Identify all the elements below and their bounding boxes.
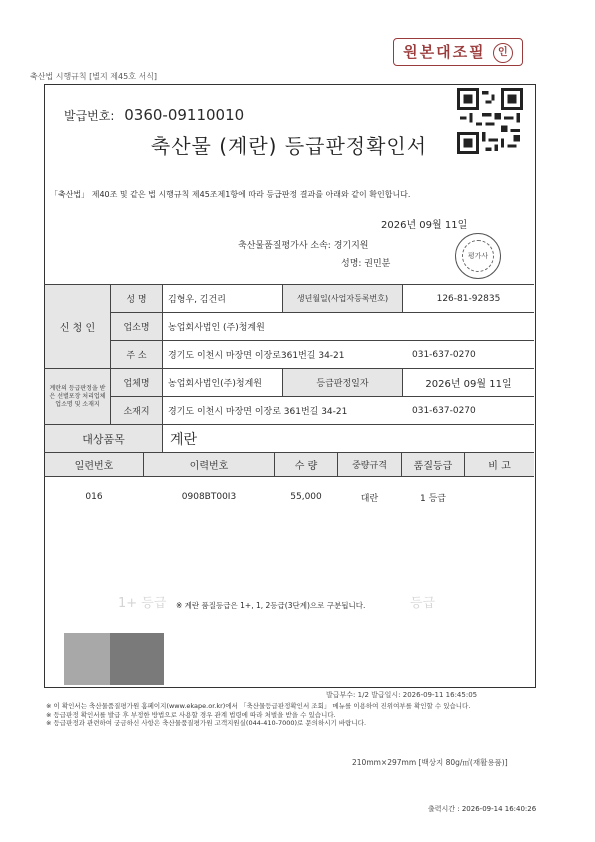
location-label: 소재지 — [111, 397, 162, 424]
notes — [46, 702, 536, 728]
col-header-size: 중량규격 — [338, 453, 401, 476]
regno-value: 126-81-92835 — [436, 293, 501, 304]
biz-label: 업소명 — [111, 313, 162, 340]
security-pattern — [110, 633, 164, 685]
grading-date-label: 등급판정일자 — [283, 369, 402, 396]
col-header-qty: 수 량 — [275, 453, 337, 476]
applicant-section-label: 신 청 인 — [45, 285, 110, 368]
item-value: 계란 — [170, 431, 198, 448]
grade-footnote: ※ 계란 품질등급은 1+, 1, 2등급(3단계)으로 구분됩니다. — [176, 601, 366, 610]
facility-biz-value: 농업회사법인(주)청계원 — [168, 379, 262, 389]
evaluator-affiliation: 축산물품질평가사 소속: 경기지원 — [238, 241, 369, 251]
evaluator-seal-text: 평가사 — [462, 240, 494, 272]
stamp-text: 원본대조필 — [403, 43, 486, 61]
form-reference: 축산법 시행규칙 [별지 제45호 서식] — [30, 72, 158, 81]
name-value: 김형우, 김건리 — [168, 295, 226, 305]
watermark-right: 등급 — [410, 596, 436, 611]
issue-number-value: 0360-09110010 — [124, 106, 245, 124]
address-phone: 031-637-0270 — [412, 349, 476, 360]
page-title: 축산물 (계란) 등급판정확인서 — [150, 134, 428, 158]
issue-number — [64, 106, 244, 124]
note-item: ※ 이 확인서는 축산물품질평가원 홈페이지(www.ekape.or.kr)에서 「축산물등급판정확인서 조회」 메뉴를 이용하여 진위여부를 확인할 수 있습니다. — [46, 702, 471, 710]
cell-note — [465, 488, 534, 506]
note-item: ※ 등급판정과 관련하여 궁금하신 사항은 축산물품질평가원 고객지원실(044-410-7000)로 문의하시기 바랍니다. — [46, 719, 367, 727]
name-label: 성 명 — [111, 285, 162, 312]
divider — [44, 476, 534, 477]
output-time: 출력시간 : 2026-09-14 16:40:26 — [428, 805, 537, 813]
col-header-note: 비 고 — [465, 453, 534, 476]
issue-label: 발급번호: — [64, 109, 115, 123]
biz-value: 농업회사법인 (주)청계원 — [168, 323, 265, 333]
note-item: ※ 등급판정 확인서를 발급 후 부정한 방법으로 사용할 경우 관계 법령에 따라 처벌을 받을 수 있습니다. — [46, 710, 336, 719]
watermark-left: 1+ 등급 — [118, 596, 167, 611]
evaluator-name: 성명: 권민분 — [341, 259, 391, 269]
facility-section-label: 계란의 등급판정을 받은 선별포장 처리업체 업소명 및 소재지 — [45, 369, 110, 424]
divider — [162, 424, 163, 452]
evaluator-seal — [455, 233, 501, 279]
issue-info: 발급부수: 1/2 발급일시: 2026-09-11 16:45:05 — [326, 691, 478, 699]
col-header-serial: 일련번호 — [45, 453, 143, 476]
address-label: 주 소 — [111, 341, 162, 368]
cell-size: 대란 — [360, 493, 379, 504]
regno-label: 생년월일(사업자등록번호) — [283, 285, 402, 312]
certification-statement: 「축산법」 제40조 및 같은 법 시행규칙 제45조제1항에 따라 등급판정 결과를 아래와 같이 확인합니다. — [50, 190, 411, 199]
divider — [162, 284, 163, 424]
col-header-grade: 품질등급 — [402, 453, 464, 476]
cell-serial: 016 — [85, 492, 103, 502]
address-value: 경기도 이천시 마장면 이장로361번길 34-21 — [168, 351, 345, 361]
certification-date: 2026년 09월 11일 — [381, 220, 468, 231]
facility-biz-label: 업체명 — [111, 369, 162, 396]
item-label: 대상품목 — [45, 425, 162, 452]
cell-qty: 55,000 — [290, 492, 322, 502]
paper-size: 210mm×297mm [백상지 80g/㎡(재활용품)] — [352, 758, 508, 767]
location-phone: 031-637-0270 — [412, 405, 476, 416]
stamp-seal-mark: 인 — [493, 43, 513, 63]
cell-grade: 1 등급 — [420, 493, 446, 504]
col-header-trace: 이력번호 — [144, 453, 274, 476]
security-pattern — [64, 633, 110, 685]
location-value: 경기도 이천시 마장면 이장로 361번길 34-21 — [168, 407, 348, 417]
cell-trace: 0908BT00I3 — [181, 492, 237, 502]
grading-date-value: 2026년 09월 11일 — [425, 379, 512, 390]
original-verified-stamp — [393, 38, 523, 66]
